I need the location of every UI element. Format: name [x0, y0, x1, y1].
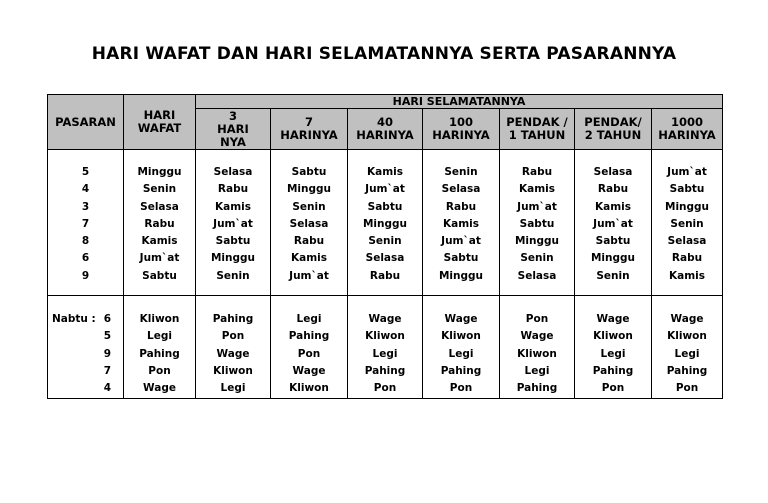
cell-value: Rabu: [597, 183, 629, 196]
cell-value: Selasa: [289, 217, 329, 230]
cell-value: Pahing: [288, 330, 330, 343]
cell-value: Legi: [220, 382, 246, 395]
cell-value: Pon: [297, 347, 321, 360]
cell-value: Sabtu: [669, 183, 705, 196]
cell-value: Wage: [444, 313, 478, 326]
cell-value: Senin: [368, 235, 402, 248]
neptu-number: 4: [103, 382, 111, 395]
header-hari-wafat: HARI WAFAT: [124, 95, 196, 150]
cell-value: Jum`at: [365, 183, 405, 196]
cell-value: Selasa: [213, 166, 253, 178]
days-col-6: [652, 150, 723, 296]
cell-value: Pahing: [364, 364, 406, 377]
cell-value: Rabu: [445, 200, 477, 213]
pasaran-col-3: [423, 296, 500, 398]
days-col-0: [196, 150, 271, 296]
cell-value: Legi: [296, 313, 322, 326]
cell-value: Rabu: [293, 235, 325, 248]
cell-value: Kliwon: [441, 330, 481, 343]
header-col-line: HARINYA: [432, 128, 490, 142]
cell-value: Kliwon: [667, 330, 707, 343]
cell-value: Kamis: [290, 252, 327, 265]
days-pasaran-numbers: [48, 150, 124, 296]
header-col-5: [575, 109, 652, 150]
header-col-line: 40: [376, 115, 393, 129]
cell-value: Wage: [368, 313, 402, 326]
cell-value: Pon: [148, 364, 171, 377]
cell-value: Kliwon: [593, 330, 633, 343]
cell-value: Kamis: [214, 200, 251, 213]
cell-value: [48, 311, 123, 328]
pasaran-col-5: [575, 296, 652, 398]
cell-value: Rabu: [521, 166, 553, 178]
cell-value: Wage: [596, 313, 630, 326]
cell-value: Senin: [142, 183, 177, 196]
cell-value: Senin: [216, 269, 250, 282]
header-col-line: PENDAK /: [506, 115, 568, 129]
cell-value: Kliwon: [289, 382, 329, 395]
header-col-line: HARINYA: [658, 128, 716, 142]
header-col-line: 1 TAHUN: [508, 128, 566, 142]
pasaran-col-1: [271, 296, 348, 398]
header-col-3: [423, 109, 500, 150]
neptu-number: 9: [103, 347, 111, 360]
cell-value: Kliwon: [213, 364, 253, 377]
cell-value: Minggu: [590, 252, 636, 265]
cell-value: Selasa: [517, 269, 557, 282]
cell-value: Kliwon: [139, 313, 180, 326]
cell-value: Selasa: [667, 235, 707, 248]
header-col-line: HARINYA: [356, 128, 414, 142]
cell-value: Pahing: [440, 364, 482, 377]
cell-value: Rabu: [217, 183, 249, 196]
cell-value: Kamis: [442, 217, 479, 230]
pasaran-col-6: [652, 296, 723, 398]
cell-value: Kamis: [594, 200, 631, 213]
cell-value: Pahing: [666, 364, 708, 377]
cell-value: Kliwon: [517, 347, 557, 360]
cell-value: Minggu: [665, 200, 710, 213]
cell-value: Legi: [600, 347, 626, 360]
cell-value: Kamis: [141, 235, 178, 248]
cell-value: 3: [81, 200, 90, 213]
cell-value: Rabu: [144, 217, 175, 230]
cell-value: Minggu: [137, 166, 182, 178]
cell-value: Jum`at: [289, 269, 329, 282]
header-col-1: [271, 109, 348, 150]
cell-value: Senin: [292, 200, 326, 213]
header-hari-selamatannya: HARI SELAMATANNYA: [196, 95, 723, 109]
pasaran-col-0: [196, 296, 271, 398]
cell-value: Senin: [520, 252, 554, 265]
cell-value: Pon: [449, 382, 473, 395]
cell-value: 5: [81, 166, 90, 178]
header-col-line: 2 TAHUN: [584, 128, 642, 142]
cell-value: Jum`at: [441, 235, 481, 248]
days-col-3: [423, 150, 500, 296]
cell-value: Wage: [143, 382, 176, 395]
header-col-line: 7: [304, 115, 313, 129]
cell-value: Pahing: [139, 347, 180, 360]
cell-value: Wage: [216, 347, 250, 360]
cell-value: Sabtu: [215, 235, 251, 248]
cell-value: Senin: [670, 217, 704, 230]
pasaran-col-2: [348, 296, 423, 398]
cell-value: Rabu: [671, 252, 703, 265]
header-col-line: 1000: [671, 115, 704, 129]
cell-value: 7: [81, 217, 90, 230]
cell-value: Pahing: [592, 364, 634, 377]
neptu-number: 6: [103, 313, 111, 326]
cell-value: Kamis: [518, 183, 555, 196]
cell-value: Sabtu: [367, 200, 403, 213]
neptu-number: 7: [103, 364, 111, 377]
cell-value: Jum`at: [593, 217, 633, 230]
cell-value: Jum`at: [667, 166, 707, 178]
header-col-line: 100: [448, 115, 473, 129]
pasaran-hari-wafat: [124, 296, 196, 398]
cell-value: Sabtu: [519, 217, 555, 230]
cell-value: Minggu: [286, 183, 332, 196]
days-col-1: [271, 150, 348, 296]
header-col-2: [348, 109, 423, 150]
cell-value: Legi: [674, 347, 700, 360]
cell-value: Sabtu: [291, 166, 327, 178]
cell-value: Jum`at: [213, 217, 253, 230]
page-title: HARI WAFAT DAN HARI SELAMATANNYA SERTA PASARANNYA: [91, 44, 677, 64]
cell-value: Selasa: [593, 166, 633, 178]
cell-value: Pon: [373, 382, 397, 395]
days-hari-wafat: [124, 150, 196, 296]
cell-value: Legi: [372, 347, 398, 360]
cell-value: Kamis: [366, 166, 403, 178]
cell-value: Minggu: [514, 235, 560, 248]
days-col-5: [575, 150, 652, 296]
header-col-line: PENDAK/: [584, 115, 642, 129]
cell-value: Pon: [675, 382, 699, 395]
cell-value: Pon: [601, 382, 625, 395]
days-col-4: [500, 150, 575, 296]
cell-value: Kamis: [669, 269, 706, 282]
cell-value: Pahing: [516, 382, 558, 395]
cell-value: Legi: [448, 347, 474, 360]
cell-value: Kliwon: [365, 330, 405, 343]
cell-value: Legi: [524, 364, 550, 377]
neptu-label: Nabtu :: [52, 313, 96, 326]
header-col-line: HARI: [217, 121, 249, 136]
cell-value: Wage: [670, 313, 704, 326]
cell-value: 4: [81, 183, 90, 196]
header-col-6: [652, 109, 723, 150]
cell-value: Pahing: [212, 313, 254, 326]
header-col-line: 3: [228, 108, 237, 123]
cell-value: Wage: [520, 330, 554, 343]
cell-value: Minggu: [438, 269, 484, 282]
header-col-line: HARINYA: [280, 128, 338, 142]
cell-value: Pon: [525, 313, 549, 326]
cell-value: Minggu: [362, 217, 408, 230]
cell-value: 6: [81, 252, 90, 265]
neptu-number: 5: [103, 330, 111, 343]
cell-value: Sabtu: [142, 269, 177, 282]
pasaran-neptu-numbers: [48, 296, 124, 398]
cell-value: 8: [81, 235, 90, 248]
cell-value: Sabtu: [443, 252, 479, 265]
cell-value: Selasa: [365, 252, 405, 265]
cell-value: Jum`at: [517, 200, 557, 213]
header-col-0: [196, 109, 271, 150]
selamatan-table: [47, 94, 723, 399]
header-col-line: NYA: [220, 134, 246, 149]
cell-value: Pon: [221, 330, 245, 343]
cell-value: Senin: [596, 269, 630, 282]
cell-value: Wage: [292, 364, 326, 377]
cell-value: Selasa: [140, 200, 179, 213]
cell-value: Selasa: [441, 183, 481, 196]
cell-value: Legi: [147, 330, 172, 343]
cell-value: Rabu: [369, 269, 401, 282]
header-col-4: [500, 109, 575, 150]
pasaran-col-4: [500, 296, 575, 398]
cell-value: Sabtu: [595, 235, 631, 248]
cell-value: Jum`at: [139, 252, 180, 265]
cell-value: 9: [81, 269, 90, 282]
header-pasaran: PASARAN: [48, 95, 124, 150]
days-col-2: [348, 150, 423, 296]
cell-value: Minggu: [210, 252, 256, 265]
cell-value: Senin: [444, 166, 478, 178]
